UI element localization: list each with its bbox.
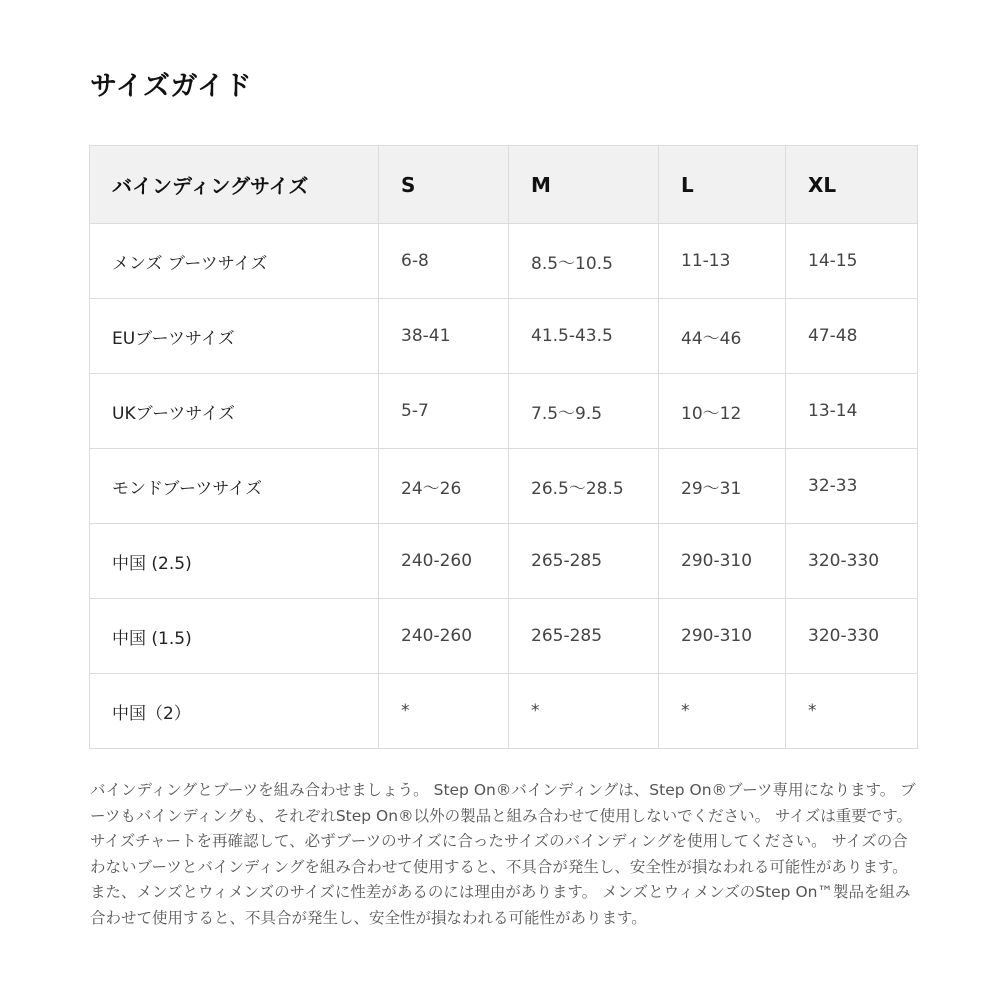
table-row — [90, 299, 918, 374]
table-row — [90, 674, 918, 749]
table-cell: 7.5～9.5 — [509, 374, 659, 449]
table-cell: 26.5～28.5 — [509, 449, 659, 524]
row-label: 中国 (1.5) — [90, 599, 379, 674]
table-cell: 320-330 — [786, 599, 918, 674]
table-cell: 290-310 — [659, 524, 786, 599]
row-label: 中国（2） — [90, 674, 379, 749]
header-binding-size: バインディングサイズ — [90, 146, 379, 224]
table-cell: 32-33 — [786, 449, 918, 524]
row-label: EUブーツサイズ — [90, 299, 379, 374]
row-label: モンドブーツサイズ — [90, 449, 379, 524]
table-cell: 13-14 — [786, 374, 918, 449]
table-cell: 41.5-43.5 — [509, 299, 659, 374]
size-chart-table — [89, 145, 918, 749]
table-cell: 44～46 — [659, 299, 786, 374]
table-cell: 11-13 — [659, 224, 786, 299]
table-cell: * — [659, 674, 786, 749]
table-cell: 29～31 — [659, 449, 786, 524]
table-row — [90, 524, 918, 599]
table-row — [90, 374, 918, 449]
table-row — [90, 449, 918, 524]
table-cell: 10～12 — [659, 374, 786, 449]
row-label: メンズ ブーツサイズ — [90, 224, 379, 299]
table-cell: 38-41 — [379, 299, 509, 374]
table-cell: 290-310 — [659, 599, 786, 674]
table-cell: 47-48 — [786, 299, 918, 374]
table-header-row — [90, 146, 918, 224]
row-label: 中国 (2.5) — [90, 524, 379, 599]
table-cell: 5-7 — [379, 374, 509, 449]
table-cell: 320-330 — [786, 524, 918, 599]
table-cell: 265-285 — [509, 524, 659, 599]
table-cell: 240-260 — [379, 524, 509, 599]
table-cell: 240-260 — [379, 599, 509, 674]
table-cell: 8.5～10.5 — [509, 224, 659, 299]
header-size-m: M — [509, 146, 659, 224]
header-size-xl: XL — [786, 146, 918, 224]
table-row — [90, 599, 918, 674]
table-cell: 6-8 — [379, 224, 509, 299]
compatibility-note: バインディングとブーツを組み合わせましょう。 Step On®バインディングは、Step On®ブーツ専用になります。 ブーツもバインディングも、それぞれStep On®以外の製品と組み合わせて使用しないでください。 サイズは重要です。 サイズチャートを再確認して、必ずブーツのサイズに合ったサイズのバインディングを使用してください。 サイズの合わないブーツとバインディングを組み合わせて使用すると、不具合が発生し、安全性が損なわれる可能性があります。 また、メンズとウィメンズのサイズに性差があるのには理由があります。 メンズとウィメンズのStep On™製品を組み合わせて使用すると、不具合が発生し、安全性が損なわれる可能性があります。 — [90, 781, 916, 927]
table-cell: * — [786, 674, 918, 749]
row-label: UKブーツサイズ — [90, 374, 379, 449]
page-title: サイズガイド — [90, 71, 253, 102]
table-cell: * — [509, 674, 659, 749]
table-cell: 24～26 — [379, 449, 509, 524]
table-row — [90, 224, 918, 299]
table-cell: 265-285 — [509, 599, 659, 674]
table-cell: 14-15 — [786, 224, 918, 299]
table-cell: * — [379, 674, 509, 749]
header-size-s: S — [379, 146, 509, 224]
header-size-l: L — [659, 146, 786, 224]
